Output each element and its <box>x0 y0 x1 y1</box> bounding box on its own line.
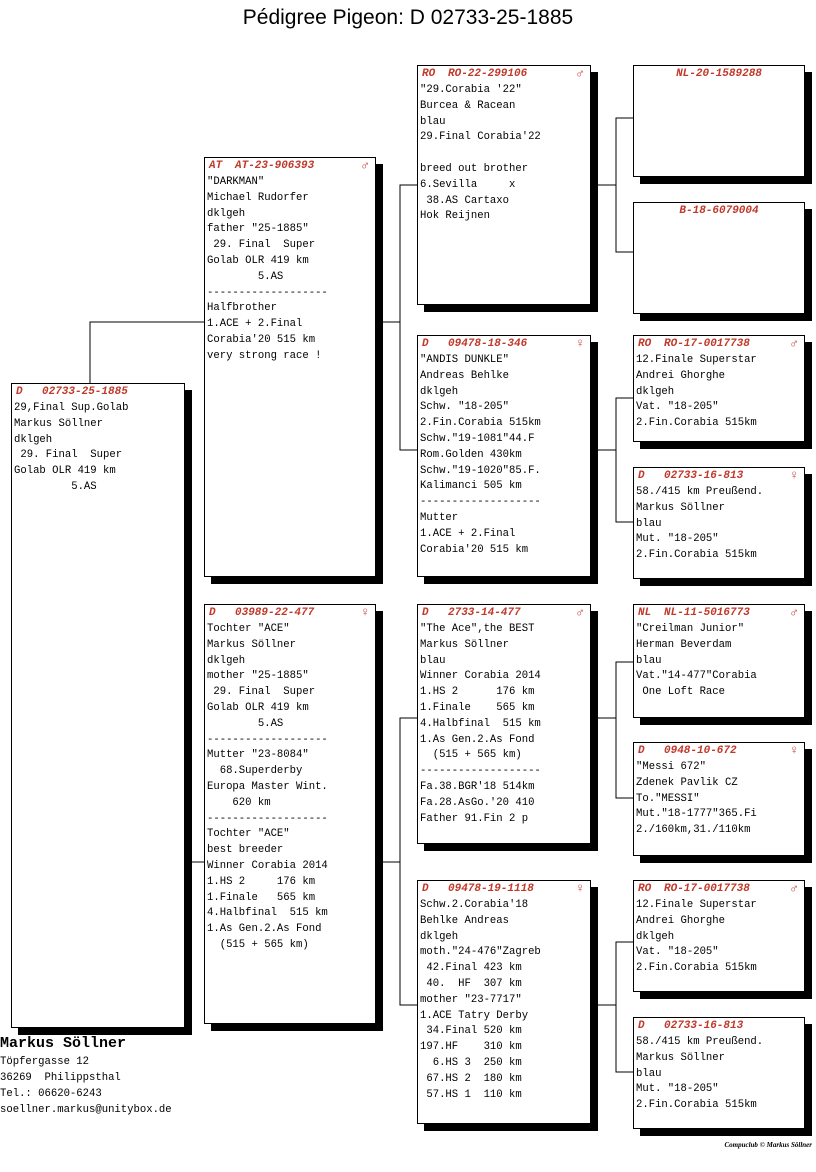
note-line: Burcea & Racean <box>420 99 516 112</box>
note-line: Mut. "18-205" <box>636 1083 719 1096</box>
country-code: D <box>638 1020 645 1032</box>
male-icon: ♂ <box>790 881 798 896</box>
male-icon: ♂ <box>576 605 584 620</box>
note-line: Markus Söllner <box>636 501 726 514</box>
pigeon-notes <box>418 82 590 225</box>
pigeon-notes <box>634 1034 804 1114</box>
page-title: Pédigree Pigeon: D 02733-25-1885 <box>242 6 574 29</box>
note-line: blau <box>636 1067 662 1080</box>
ring-header <box>634 203 804 219</box>
note-line: Hok Reijnen <box>420 210 490 223</box>
note-line: 29.Final Corabia'22 <box>420 131 541 144</box>
pigeon-card-mmf <box>633 880 805 992</box>
note-line: Schw. "18-205" <box>420 401 510 414</box>
note-line: Golab OLR 419 km <box>207 701 309 714</box>
note-line: Kalimanci 505 km <box>420 480 522 493</box>
pigeon-notes <box>12 400 184 496</box>
ring-header <box>418 881 590 897</box>
pigeon-card-ffm <box>633 202 805 314</box>
note-line: ------------------- <box>420 496 541 509</box>
pigeon-card-fmf <box>633 335 805 442</box>
note-line: 2.Fin.Corabia 515km <box>420 417 541 430</box>
note-line: 1.ACE + 2.Final <box>420 527 516 540</box>
note-line: 1.ACE Tatry Derby <box>420 1009 529 1022</box>
owner-info <box>0 1034 172 1118</box>
note-line: 2./160km,31./110km <box>636 824 751 837</box>
ring-number: NL-20-1589288 <box>676 68 762 80</box>
note-line: 1.Finale 565 km <box>207 891 316 904</box>
owner-city: 36269 Philippsthal <box>0 1072 121 1084</box>
ring-header <box>634 468 804 484</box>
note-line: 58./415 km Preußend. <box>636 1036 764 1048</box>
note-line: "DARKMAN" <box>207 176 265 188</box>
owner-street: Töpfergasse 12 <box>0 1056 90 1068</box>
male-icon: ♂ <box>790 605 798 620</box>
note-line: 5.AS <box>207 270 284 283</box>
note-line: Schw."19-1081"44.F <box>420 432 535 445</box>
note-line: 12.Finale Superstar <box>636 354 757 366</box>
country-code: D <box>209 607 216 619</box>
note-line <box>420 146 588 162</box>
pigeon-notes <box>634 759 804 839</box>
note-line: Winner Corabia 2014 <box>420 670 541 683</box>
note-line: To."MESSI" <box>636 792 700 805</box>
note-line: 5.AS <box>207 717 284 730</box>
note-line: dklgeh <box>420 930 459 943</box>
ring-number: 2733-14-477 <box>448 607 521 619</box>
pigeon-card-fff <box>633 65 805 177</box>
pigeon-notes <box>634 352 804 432</box>
note-line: Markus Söllner <box>14 417 104 430</box>
ring-number: RO-22-299106 <box>448 68 528 80</box>
pigeon-card-mmm <box>633 1017 805 1129</box>
note-line: Halfbrother <box>207 302 277 315</box>
ring-number: NL-11-5016773 <box>664 607 750 619</box>
ring-number: RO-17-0017738 <box>664 883 750 895</box>
note-line: 1.HS 2 176 km <box>207 875 316 888</box>
note-line: dklgeh <box>207 654 246 667</box>
ring-header <box>634 743 804 759</box>
note-line: 4.Halbfinal 515 km <box>420 717 541 730</box>
female-icon: ♀ <box>790 743 798 758</box>
note-line: ------------------- <box>207 812 328 825</box>
country-code: D <box>638 745 645 757</box>
note-line: blau <box>636 517 662 530</box>
note-line: Winner Corabia 2014 <box>207 859 328 872</box>
note-line: Andrei Ghorghe <box>636 914 726 927</box>
note-line: Tochter "ACE" <box>207 828 290 841</box>
note-line: 68.Superderby <box>207 765 303 778</box>
pigeon-card-mother-mother <box>417 880 591 1124</box>
note-line: Golab OLR 419 km <box>14 465 116 478</box>
note-line: Markus Söllner <box>207 638 297 651</box>
ring-number: RO-17-0017738 <box>664 338 750 350</box>
pigeon-card-subject <box>11 383 185 1028</box>
note-line: mother "23-7717" <box>420 993 522 1006</box>
country-code: RO <box>422 68 436 80</box>
ring-number: 03989-22-477 <box>235 607 315 619</box>
note-line: Vat. "18-205" <box>636 401 719 414</box>
ring-number: 09478-19-1118 <box>448 883 534 895</box>
note-line: Mutter "23-8084" <box>207 749 309 762</box>
note-line: ------------------- <box>207 733 328 746</box>
owner-email: soellner.markus@unitybox.de <box>0 1104 172 1116</box>
note-line: Schw."19-1020"85.F. <box>420 464 541 477</box>
country-code: NL <box>638 607 652 619</box>
country-code: D <box>422 607 429 619</box>
note-line: Fa.38.BGR'18 514km <box>420 780 535 793</box>
note-line: Mutter <box>420 511 459 524</box>
note-line: 2.Fin.Corabia 515km <box>636 1099 757 1112</box>
note-line: "Messi 672" <box>636 761 706 773</box>
pigeon-card-fmm <box>633 467 805 579</box>
note-line: 1.HS 2 176 km <box>420 686 535 699</box>
note-line: breed out brother <box>420 162 529 175</box>
ring-number: 02733-16-813 <box>664 470 744 482</box>
note-line: dklgeh <box>636 385 675 398</box>
ring-header <box>634 1018 804 1034</box>
note-line: "The Ace",the BEST <box>420 623 535 635</box>
note-line: very strong race ! <box>207 349 322 362</box>
pigeon-card-mother <box>204 604 376 1024</box>
ring-number: 02733-16-813 <box>664 1020 744 1032</box>
note-line: 29,Final Sup.Golab <box>14 402 129 414</box>
note-line: Rom.Golden 430km <box>420 448 522 461</box>
pigeon-notes <box>634 621 804 701</box>
ring-number: 02733-25-1885 <box>42 386 128 398</box>
note-line: One Loft Race <box>636 686 726 699</box>
ring-header <box>634 66 804 82</box>
note-line: dklgeh <box>207 207 246 220</box>
note-line: blau <box>636 654 662 667</box>
note-line: 5.AS <box>14 480 97 493</box>
note-line: Andreas Behlke <box>420 369 510 382</box>
pigeon-notes <box>634 484 804 564</box>
pigeon-card-mfm <box>633 742 805 856</box>
ring-header <box>634 605 804 621</box>
country-code: D <box>638 470 645 482</box>
note-line: Behlke Andreas <box>420 914 510 927</box>
female-icon: ♀ <box>361 605 369 620</box>
pigeon-notes <box>418 897 590 1103</box>
note-line: 197.HF 310 km <box>420 1041 522 1054</box>
female-icon: ♀ <box>790 468 798 483</box>
ring-header <box>634 881 804 897</box>
note-line: 29. Final Super <box>207 686 316 699</box>
note-line: 6.HS 3 250 km <box>420 1056 522 1069</box>
note-line: (515 + 565 km) <box>420 749 522 762</box>
female-icon: ♀ <box>576 336 584 351</box>
male-icon: ♂ <box>790 336 798 351</box>
note-line: 40. HF 307 km <box>420 977 522 990</box>
note-line: 34.Final 520 km <box>420 1025 522 1038</box>
pigeon-notes <box>205 174 375 365</box>
note-line: 57.HS 1 110 km <box>420 1088 522 1101</box>
pigeon-notes <box>418 621 590 827</box>
note-line: "ANDIS DUNKLE" <box>420 354 510 366</box>
note-line: (515 + 565 km) <box>207 938 309 951</box>
note-line: blau <box>420 654 446 667</box>
note-line: Vat. "18-205" <box>636 946 719 959</box>
note-line: Golab OLR 419 km <box>207 254 309 267</box>
note-line: 67.HS 2 180 km <box>420 1072 522 1085</box>
country-code: AT <box>209 160 223 172</box>
pigeon-card-father <box>204 157 376 577</box>
note-line: 620 km <box>207 796 271 809</box>
note-line: Father 91.Fin 2 p <box>420 812 529 825</box>
note-line: ------------------- <box>420 765 541 778</box>
country-code: D <box>16 386 23 398</box>
note-line: Vat."14-477"Corabia <box>636 670 757 683</box>
note-line: blau <box>420 115 446 128</box>
note-line: 1.Finale 565 km <box>420 701 535 714</box>
pigeon-card-mff <box>633 604 805 718</box>
note-line: 2.Fin.Corabia 515km <box>636 549 757 562</box>
ring-header <box>418 66 590 82</box>
note-line: 1.ACE + 2.Final <box>207 318 303 331</box>
female-icon: ♀ <box>576 881 584 896</box>
note-line: Zdenek Pavlik CZ <box>636 776 738 789</box>
note-line: Schw.2.Corabia'18 <box>420 899 529 911</box>
pigeon-notes <box>634 897 804 977</box>
ring-number: B-18-6079004 <box>679 205 759 217</box>
note-line: Markus Söllner <box>636 1051 726 1064</box>
note-line: 2.Fin.Corabia 515km <box>636 962 757 975</box>
ring-header <box>634 336 804 352</box>
note-line: 4.Halbfinal 515 km <box>207 907 328 920</box>
note-line: Corabia'20 515 km <box>420 543 529 556</box>
note-line: Corabia'20 515 km <box>207 333 316 346</box>
note-line: moth."24-476"Zagreb <box>420 946 541 959</box>
note-line: 12.Finale Superstar <box>636 899 757 911</box>
note-line: 1.As Gen.2.As Fond <box>207 923 322 936</box>
note-line: Michael Rudorfer <box>207 191 309 204</box>
pigeon-card-father-mother <box>417 335 591 577</box>
owner-name: Markus Söllner <box>0 1035 127 1052</box>
ring-header <box>418 605 590 621</box>
male-icon: ♂ <box>361 158 369 173</box>
country-code: D <box>422 883 429 895</box>
note-line: dklgeh <box>420 385 459 398</box>
note-line: 29. Final Super <box>207 239 316 252</box>
ring-header <box>12 384 184 400</box>
note-line: Mut. "18-205" <box>636 533 719 546</box>
pigeon-card-mother-father <box>417 604 591 844</box>
pigeon-notes <box>418 352 590 558</box>
note-line: Andrei Ghorghe <box>636 369 726 382</box>
note-line: Tochter "ACE" <box>207 623 290 635</box>
pigeon-notes <box>205 621 375 954</box>
country-code: RO <box>638 338 652 350</box>
software-credit: Compuclub © Markus Söllner <box>724 1141 812 1149</box>
note-line: "29.Corabia '22" <box>420 84 522 96</box>
note-line: Mut."18-1777"365.Fi <box>636 808 757 821</box>
note-line: 58./415 km Preußend. <box>636 486 764 498</box>
note-line: best breeder <box>207 844 284 857</box>
note-line: dklgeh <box>636 930 675 943</box>
ring-header <box>205 158 375 174</box>
note-line: 42.Final 423 km <box>420 962 522 975</box>
note-line: 6.Sevilla x <box>420 178 516 191</box>
note-line: "Creilman Junior" <box>636 623 745 635</box>
note-line: father "25-1885" <box>207 223 309 236</box>
note-line: 38.AS Cartaxo <box>420 194 510 207</box>
note-line: 2.Fin.Corabia 515km <box>636 417 757 430</box>
male-icon: ♂ <box>576 66 584 81</box>
ring-header <box>418 336 590 352</box>
country-code: RO <box>638 883 652 895</box>
ring-header <box>205 605 375 621</box>
owner-phone: Tel.: 06620-6243 <box>0 1088 102 1100</box>
note-line: 29. Final Super <box>14 449 123 462</box>
note-line: Markus Söllner <box>420 638 510 651</box>
note-line: 1.As Gen.2.As Fond <box>420 733 535 746</box>
note-line: ------------------- <box>207 286 328 299</box>
ring-number: 0948-10-672 <box>664 745 737 757</box>
note-line: Herman Beverdam <box>636 638 732 651</box>
note-line: Fa.28.AsGo.'20 410 <box>420 796 535 809</box>
pigeon-card-father-father <box>417 65 591 305</box>
ring-number: AT-23-906393 <box>235 160 315 172</box>
ring-number: 09478-18-346 <box>448 338 528 350</box>
note-line: Europa Master Wint. <box>207 780 328 793</box>
country-code: D <box>422 338 429 350</box>
note-line: dklgeh <box>14 433 53 446</box>
note-line: mother "25-1885" <box>207 670 309 683</box>
